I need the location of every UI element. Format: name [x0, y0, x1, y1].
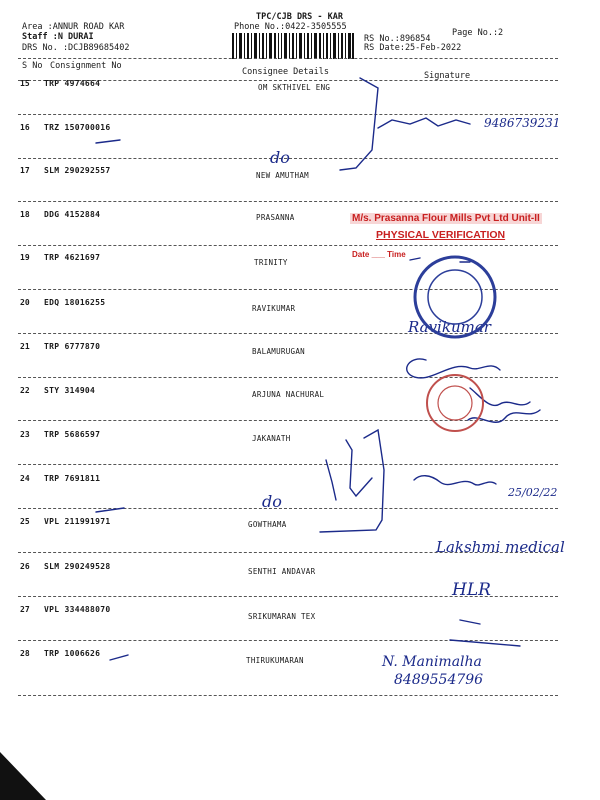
- row-sno: 15: [20, 79, 30, 88]
- handwriting-signature-27: HLR: [452, 580, 491, 600]
- stamp-inner-ring: [428, 270, 482, 324]
- row-consignment: TRP 1006626: [44, 649, 101, 658]
- bracket-rows-23-25: [320, 430, 384, 532]
- row-consignment: STY 314904: [44, 386, 96, 395]
- stamp-date-line: Date ___ Time: [352, 250, 406, 259]
- round-stamp-blue: [412, 254, 498, 340]
- row-sno: 20: [20, 298, 30, 307]
- handwriting-do-1: do: [270, 148, 290, 167]
- header-area: Area :ANNUR ROAD KAR: [22, 22, 125, 32]
- row-consignee: BALAMURUGAN: [252, 347, 305, 356]
- row-consignment: VPL 334488070: [44, 605, 111, 614]
- row-consignment: DDG 4152884: [44, 210, 101, 219]
- row-sno: 25: [20, 517, 30, 526]
- stamp-inner-ring: [438, 386, 472, 420]
- row-consignment: TRP 4621697: [44, 253, 101, 262]
- row-consignment: TRZ 150700016: [44, 123, 111, 132]
- handwriting-do-2: do: [262, 492, 282, 511]
- row-consignee: PRASANNA: [256, 213, 295, 222]
- handwriting-signature-26: Lakshmi medical: [436, 538, 565, 556]
- row-sno: 19: [20, 253, 30, 262]
- row-consignee: JAKANATH: [252, 434, 291, 443]
- row-consignee: GOWTHAMA: [248, 520, 287, 529]
- row-sno: 27: [20, 605, 30, 614]
- row-consignment: SLM 290292557: [44, 166, 111, 175]
- header-title: TPC/CJB DRS - KAR: [256, 12, 343, 22]
- header-drs-no: DRS No. :DCJB89685402: [22, 43, 130, 53]
- handwriting-signature-20: Ravikumar: [408, 318, 491, 336]
- row-consignee: ARJUNA NACHURAL: [252, 390, 325, 399]
- column-signature: Signature: [424, 71, 471, 81]
- stamp-company-name: M/s. Prasanna Flour Mills Pvt Ltd Unit-II: [352, 213, 540, 224]
- row-sno: 17: [20, 166, 30, 175]
- row-consignment: TRP 5686597: [44, 430, 101, 439]
- row-consignee: NEW AMUTHAM: [256, 171, 309, 180]
- row-consignee: SENTHI ANDAVAR: [248, 567, 316, 576]
- column-consignee: Consignee Details: [242, 67, 329, 77]
- row-sno: 21: [20, 342, 30, 351]
- corner-fill: [0, 752, 46, 800]
- row-sno: 26: [20, 562, 30, 571]
- row-consignee: TRINITY: [254, 258, 288, 267]
- bracket-rows-15-17: [340, 78, 378, 170]
- stamp-outer-ring: [415, 257, 495, 337]
- page-corner-shadow: [0, 752, 50, 800]
- row-sno: 18: [20, 210, 30, 219]
- handwriting-phone-16: 9486739231: [484, 116, 561, 130]
- stamp-outer-ring: [427, 375, 483, 431]
- row-consignment: VPL 211991971: [44, 517, 111, 526]
- row-consignment: SLM 290249528: [44, 562, 111, 571]
- handwriting-date-24: 25/02/22: [508, 486, 558, 499]
- row-consignee: SRIKUMARAN TEX: [248, 612, 316, 621]
- header-rs-no: RS No.:896854: [364, 34, 431, 44]
- row-sno: 22: [20, 386, 30, 395]
- row-sno: 23: [20, 430, 30, 439]
- round-stamp-red: [424, 372, 486, 434]
- header-rs-date: RS Date:25-Feb-2022: [364, 43, 462, 53]
- row-sno: 16: [20, 123, 30, 132]
- header-staff: Staff :N DURAI: [22, 32, 94, 42]
- row-consignee: THIRUKUMARAN: [246, 656, 304, 665]
- column-consignment: Consignment No: [50, 61, 122, 71]
- handwriting-signature-28-name: N. Manimalha: [382, 654, 482, 670]
- row-consignment: TRP 6777870: [44, 342, 101, 351]
- row-consignee: RAVIKUMAR: [252, 304, 296, 313]
- header-phone: Phone No.:0422-3505555: [234, 22, 347, 32]
- row-consignment: TRP 4974664: [44, 79, 101, 88]
- row-consignee: OM SKTHIVEL ENG: [258, 83, 331, 92]
- row-sno: 24: [20, 474, 30, 483]
- row-consignment: TRP 7691811: [44, 474, 101, 483]
- header-page-no: Page No.:2: [452, 28, 504, 38]
- row-sno: 28: [20, 649, 30, 658]
- handwriting-signature-28-phone: 8489554796: [394, 672, 484, 688]
- column-sno: S No: [22, 61, 43, 71]
- stamp-physical-verification: PHYSICAL VERIFICATION: [376, 229, 506, 241]
- row-consignment: EDQ 18016255: [44, 298, 106, 307]
